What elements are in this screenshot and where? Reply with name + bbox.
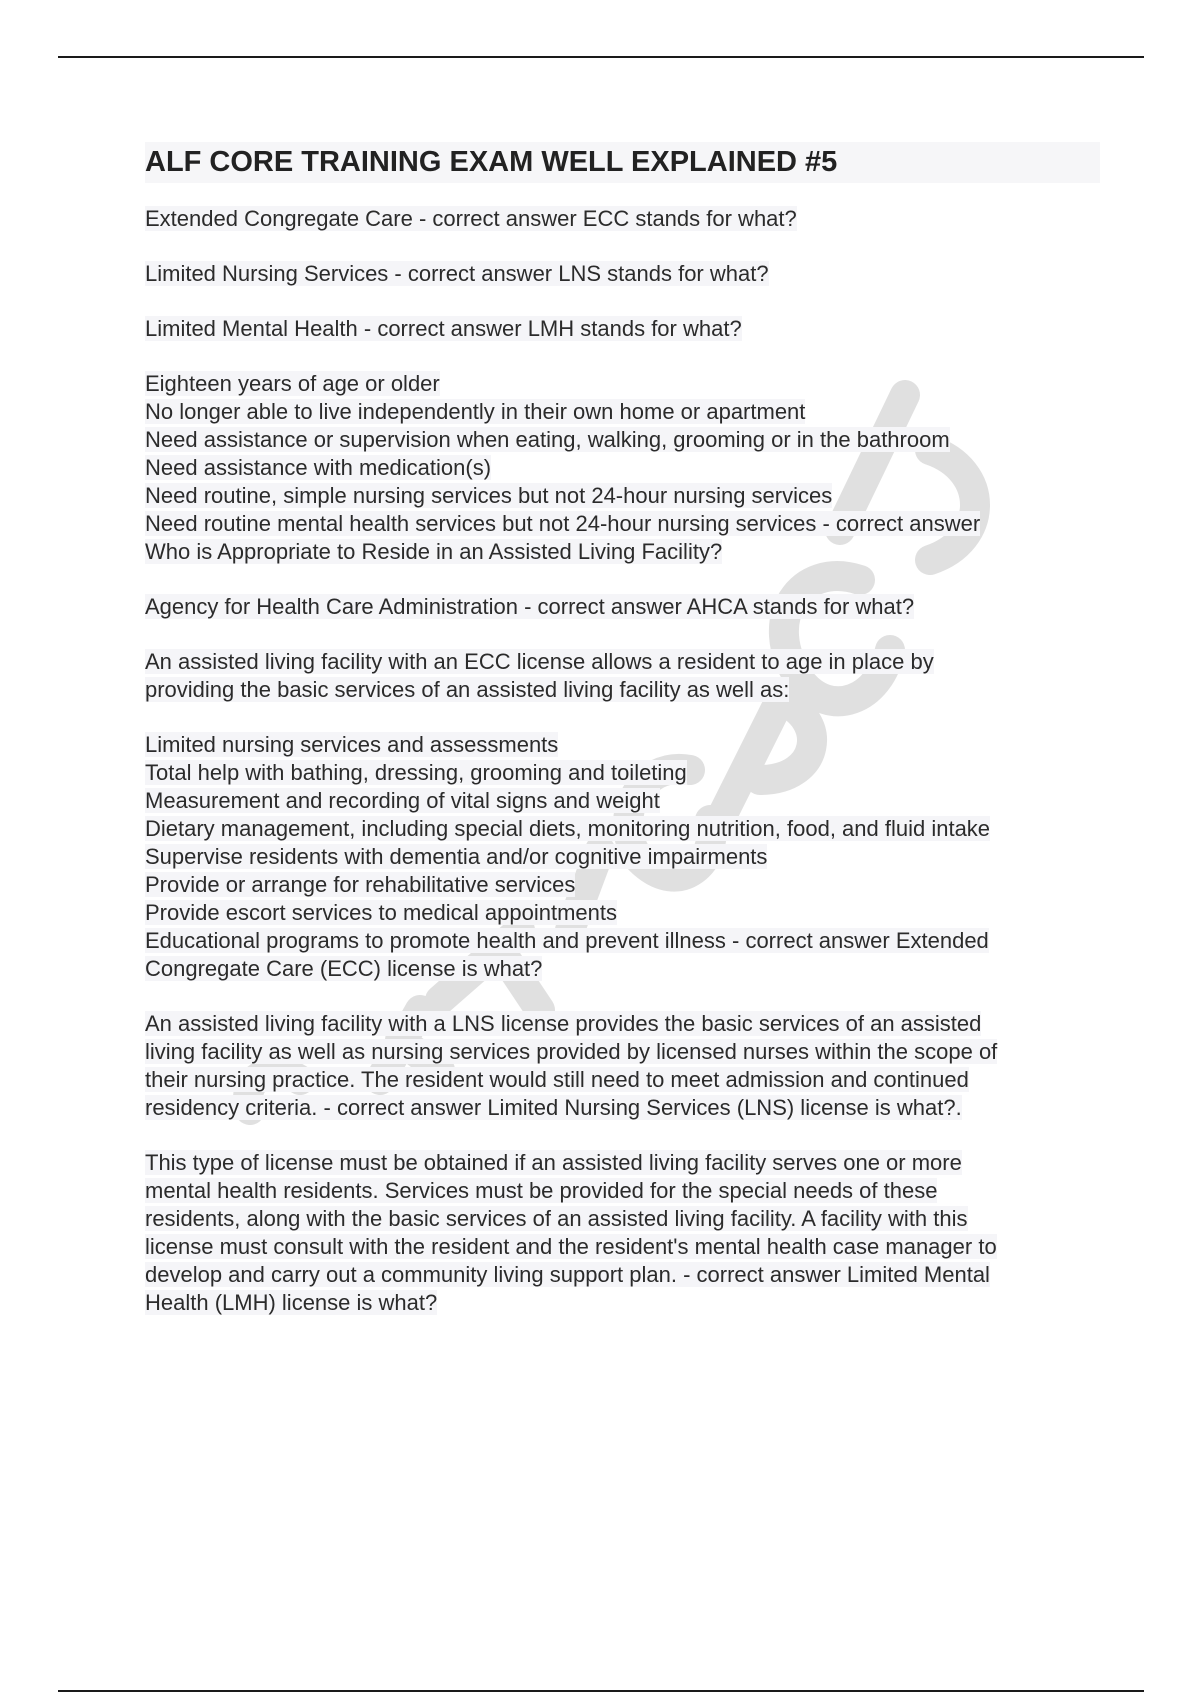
- text-line: Who is Appropriate to Reside in an Assisted Living Facility?: [145, 539, 723, 564]
- text-line: providing the basic services of an assisted living facility as well as:: [145, 677, 790, 702]
- text-line: This type of license must be obtained if an assisted living facility serves one or more: [145, 1150, 962, 1175]
- text-line: Congregate Care (ECC) license is what?: [145, 956, 543, 981]
- text-line: Educational programs to promote health and prevent illness - correct answer Extended: [145, 928, 989, 953]
- text-line: residents, along with the basic services of an assisted living facility. A facility with this: [145, 1206, 968, 1231]
- text-line: Limited nursing services and assessments: [145, 732, 559, 757]
- text-line: No longer able to live independently in their own home or apartment: [145, 399, 806, 424]
- text-line: Need assistance with medication(s): [145, 455, 492, 480]
- text-line: Limited Mental Health - correct answer LMH stands for what?: [145, 316, 742, 341]
- qa-block: [145, 260, 1100, 288]
- text-line: An assisted living facility with an ECC license allows a resident to age in place by: [145, 649, 934, 674]
- qa-block: [145, 648, 1100, 704]
- qa-block: [145, 370, 1100, 566]
- text-line: living facility as well as nursing services provided by licensed nurses within the scope of: [145, 1039, 998, 1064]
- text-line: license must consult with the resident and the resident's mental health case manager to: [145, 1234, 997, 1259]
- text-line: Provide or arrange for rehabilitative services: [145, 872, 576, 897]
- text-line: Provide escort services to medical appointments: [145, 900, 617, 925]
- qa-block: [145, 1149, 1100, 1317]
- text-line: Eighteen years of age or older: [145, 371, 440, 396]
- text-line: Limited Nursing Services - correct answer LNS stands for what?: [145, 261, 769, 286]
- qa-block: [145, 593, 1100, 621]
- top-rule: [58, 56, 1144, 58]
- text-line: their nursing practice. The resident would still need to meet admission and continued: [145, 1067, 969, 1092]
- text-line: Supervise residents with dementia and/or cognitive impairments: [145, 844, 768, 869]
- text-line: Total help with bathing, dressing, grooming and toileting: [145, 760, 687, 785]
- text-line: Need routine mental health services but not 24-hour nursing services - correct answer: [145, 511, 981, 536]
- text-line: develop and carry out a community living support plan. - correct answer Limited Mental: [145, 1262, 990, 1287]
- bottom-rule: [58, 1690, 1144, 1692]
- text-line: Dietary management, including special diets, monitoring nutrition, food, and fluid intake: [145, 816, 991, 841]
- page-title: ALF CORE TRAINING EXAM WELL EXPLAINED #5: [145, 142, 1100, 183]
- qa-block: [145, 731, 1100, 983]
- text-line: An assisted living facility with a LNS license provides the basic services of an assisted: [145, 1011, 982, 1036]
- text-line: Need assistance or supervision when eating, walking, grooming or in the bathroom: [145, 427, 950, 452]
- text-line: residency criteria. - correct answer Limited Nursing Services (LNS) license is what?.: [145, 1095, 962, 1120]
- text-line: Health (LMH) license is what?: [145, 1290, 438, 1315]
- text-line: mental health residents. Services must be provided for the special needs of these: [145, 1178, 938, 1203]
- text-line: Need routine, simple nursing services but not 24-hour nursing services: [145, 483, 833, 508]
- text-line: Agency for Health Care Administration - correct answer AHCA stands for what?: [145, 594, 915, 619]
- document-body: [145, 142, 1100, 1344]
- qa-block: [145, 1010, 1100, 1122]
- qa-block: [145, 205, 1100, 233]
- qa-block: [145, 315, 1100, 343]
- text-line: Measurement and recording of vital signs and weight: [145, 788, 660, 813]
- text-line: Extended Congregate Care - correct answer ECC stands for what?: [145, 206, 797, 231]
